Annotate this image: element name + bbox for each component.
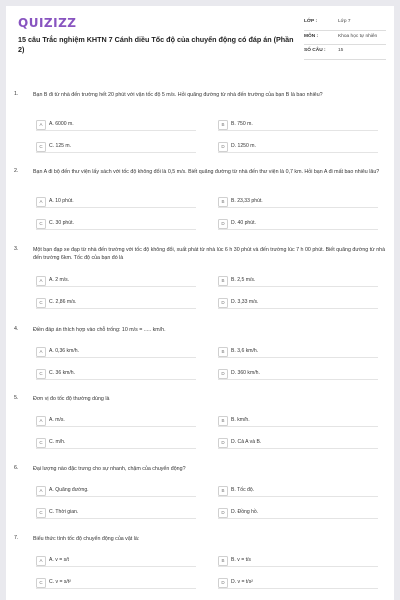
option-b[interactable]	[218, 556, 378, 567]
worksheet-header	[6, 6, 394, 76]
meta-panel	[304, 16, 386, 60]
option-a[interactable]	[36, 197, 196, 208]
option-text: C. v = s/t²	[49, 579, 71, 585]
option-text: B. 750 m.	[231, 121, 253, 127]
option-d[interactable]	[218, 298, 378, 309]
option-b[interactable]	[218, 276, 378, 287]
option-letter: C	[36, 298, 46, 308]
option-letter: D	[218, 219, 228, 229]
option-text: A. 2 m/s.	[49, 277, 70, 283]
option-letter: C	[36, 142, 46, 152]
meta-value: Khoa học tự nhiên	[338, 33, 378, 39]
option-text: B. 23,33 phút.	[231, 198, 263, 204]
option-text: C. 2,86 m/s.	[49, 299, 77, 305]
option-text: C. 125 m.	[49, 143, 72, 149]
option-text: C. 30 phút.	[49, 220, 74, 226]
option-letter: A	[36, 120, 46, 130]
option-c[interactable]	[36, 142, 196, 153]
option-text: C. Thời gian.	[49, 509, 79, 515]
worksheet-title: 15 câu Trắc nghiệm KHTN 7 Cánh diều Tốc độ của chuyển động có đáp án (Phần 2)	[18, 35, 294, 54]
option-text: C. m/h.	[49, 439, 66, 445]
meta-label: MÔN :	[304, 33, 319, 39]
option-d[interactable]	[218, 369, 378, 380]
meta-value: 15	[338, 48, 344, 53]
question-text: Bạn B đi từ nhà đến trường hết 20 phút với vận tốc độ 5 m/s. Hỏi quãng đường từ nhà đến trường của bạn B là bao nhiêu?	[33, 92, 323, 98]
option-d[interactable]	[218, 219, 378, 230]
worksheet-page	[6, 6, 394, 600]
option-letter: B	[218, 276, 228, 286]
option-d[interactable]	[218, 508, 378, 519]
option-text: D. 360 km/h.	[231, 370, 260, 376]
option-d[interactable]	[218, 578, 378, 589]
question-text: Điền đáp án thích hợp vào chỗ trống: 10 m/s = ..... km/h.	[33, 327, 166, 333]
option-letter: D	[218, 369, 228, 379]
option-b[interactable]	[218, 197, 378, 208]
question-text: Bạn A đi bộ đến thư viện lấy sách với tốc độ không đổi là 0,5 m/s. Biết quãng đường từ nhà đến thư viện là 0,7 km. Hỏi bạn A đi mất bao nhiêu lâu?	[33, 169, 380, 175]
option-text: C. 36 km/h.	[49, 370, 76, 376]
question-text: Biểu thức tính tốc độ chuyển động của vật là:	[33, 536, 140, 542]
question-text: Đơn vị đo tốc độ thường dùng là	[33, 396, 110, 402]
question-number: 6.	[14, 465, 19, 471]
meta-row-count	[304, 45, 386, 60]
option-letter: B	[218, 347, 228, 357]
option-text: D. Đồng hồ.	[231, 509, 259, 515]
question-number: 1.	[14, 91, 19, 97]
option-b[interactable]	[218, 486, 378, 497]
option-text: B. km/h.	[231, 417, 250, 423]
option-c[interactable]	[36, 369, 196, 380]
meta-label: LỚP :	[304, 19, 318, 24]
option-a[interactable]	[36, 347, 196, 358]
option-text: A. 10 phút.	[49, 198, 74, 204]
option-letter: A	[36, 276, 46, 286]
option-letter: B	[218, 416, 228, 426]
option-c[interactable]	[36, 508, 196, 519]
question-number: 4.	[14, 326, 19, 332]
option-letter: A	[36, 556, 46, 566]
question-number: 5.	[14, 395, 19, 401]
quizizz-logo[interactable]: QUIZIZZ	[18, 16, 77, 30]
option-text: D. v = t/s²	[231, 579, 253, 585]
option-text: B. v = t/s	[231, 557, 251, 563]
option-letter: C	[36, 578, 46, 588]
option-text: D. 3,33 m/s.	[231, 299, 259, 305]
option-letter: B	[218, 120, 228, 130]
option-text: B. Tốc độ.	[231, 487, 255, 493]
option-letter: D	[218, 438, 228, 448]
option-text: D. 40 phút.	[231, 220, 256, 226]
option-text: D. 1250 m.	[231, 143, 256, 149]
option-letter: A	[36, 347, 46, 357]
meta-row-class	[304, 16, 386, 31]
option-letter: C	[36, 369, 46, 379]
option-letter: B	[218, 556, 228, 566]
option-text: D. Cả A và B.	[231, 439, 262, 445]
option-letter: D	[218, 508, 228, 518]
question-text: Đại lượng nào đặc trưng cho sự nhanh, chậm của chuyển động?	[33, 466, 186, 472]
option-letter: A	[36, 416, 46, 426]
option-b[interactable]	[218, 347, 378, 358]
option-a[interactable]	[36, 276, 196, 287]
option-letter: D	[218, 142, 228, 152]
option-c[interactable]	[36, 438, 196, 449]
option-text: B. 2,5 m/s.	[231, 277, 256, 283]
option-d[interactable]	[218, 142, 378, 153]
option-letter: A	[36, 197, 46, 207]
question-number: 3.	[14, 246, 19, 252]
question-text: Một bạn đạp xe đạp từ nhà đến trường với tốc độ không đổi, xuất phát từ nhà lúc 6 h 30 phút và đến trường lúc 7 h 00 phút. Biết quãng đường từ nhà đến trường 6km. Tốc độ của bạn đó là	[33, 247, 386, 261]
option-d[interactable]	[218, 438, 378, 449]
meta-row-subject	[304, 31, 386, 46]
option-a[interactable]	[36, 416, 196, 427]
option-text: A. v = s/t	[49, 557, 69, 563]
option-text: A. Quãng đường.	[49, 487, 89, 493]
option-text: A. 6000 m.	[49, 121, 74, 127]
option-c[interactable]	[36, 219, 196, 230]
meta-value: Lớp 7	[338, 19, 351, 24]
option-letter: B	[218, 486, 228, 496]
option-letter: B	[218, 197, 228, 207]
option-text: A. m/s.	[49, 417, 65, 423]
option-a[interactable]	[36, 556, 196, 567]
option-b[interactable]	[218, 416, 378, 427]
option-c[interactable]	[36, 578, 196, 589]
option-letter: D	[218, 578, 228, 588]
option-a[interactable]	[36, 486, 196, 497]
option-c[interactable]	[36, 298, 196, 309]
option-b[interactable]	[218, 120, 378, 131]
option-letter: C	[36, 508, 46, 518]
option-letter: C	[36, 219, 46, 229]
option-letter: D	[218, 298, 228, 308]
question-number: 7.	[14, 535, 19, 541]
option-letter: C	[36, 438, 46, 448]
option-a[interactable]	[36, 120, 196, 131]
question-number: 2.	[14, 168, 19, 174]
meta-label: SỐ CÂU :	[304, 48, 326, 53]
option-text: A. 0,36 km/h.	[49, 348, 80, 354]
option-text: B. 3,6 km/h.	[231, 348, 259, 354]
option-letter: A	[36, 486, 46, 496]
